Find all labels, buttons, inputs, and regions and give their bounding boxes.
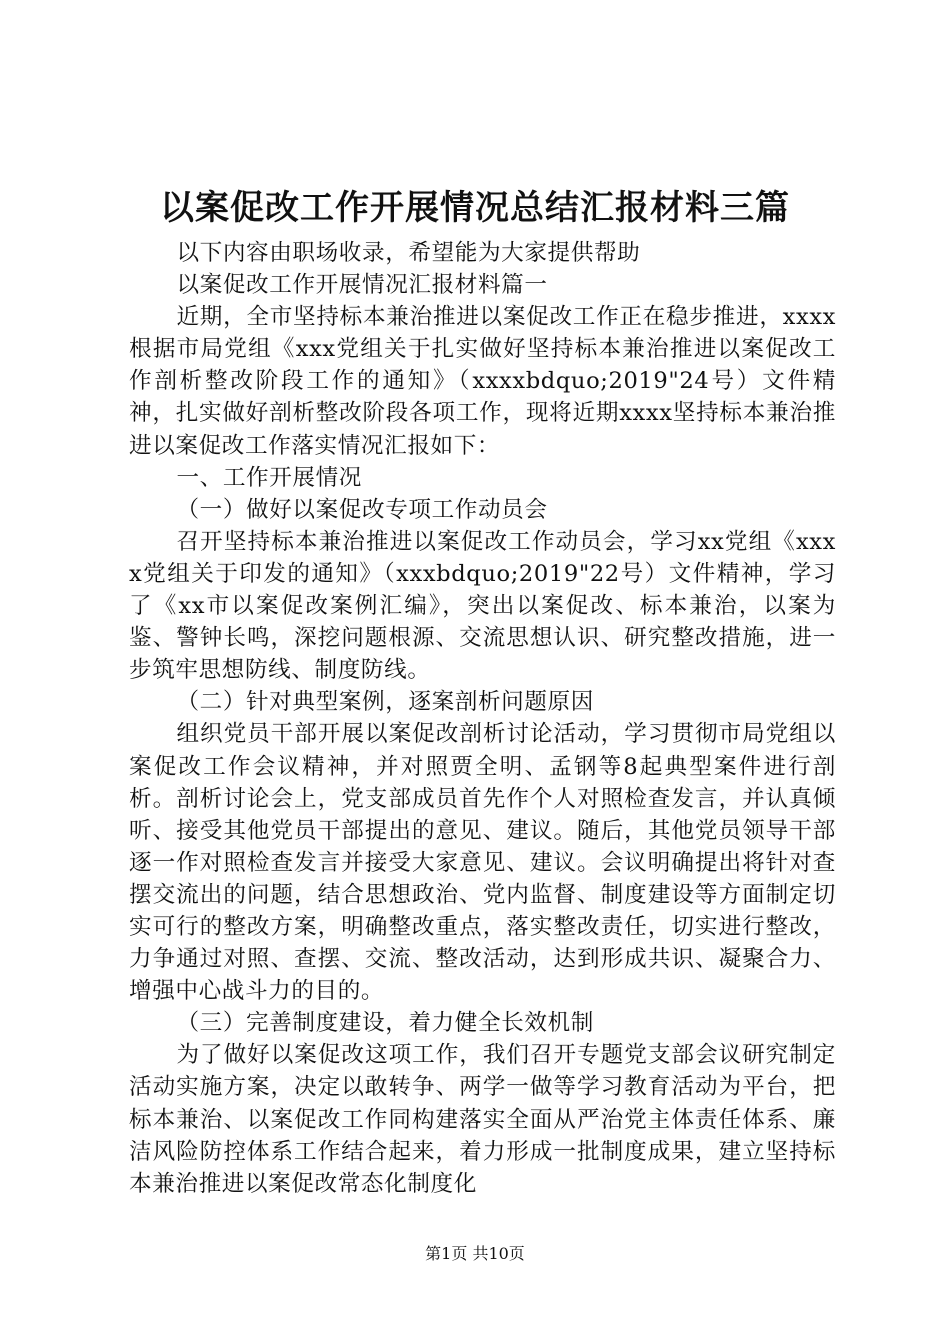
subsection-heading: （二）针对典型案例，逐案剖析问题原因 — [176, 689, 594, 716]
page-number-footer: 第1页 共10页 — [425, 1244, 525, 1263]
subsection-heading: （一）做好以案促改专项工作动员会 — [176, 496, 548, 523]
section-heading: 一、工作开展情况 — [176, 464, 363, 491]
intro-note: 以下内容由职场收录，希望能为大家提供帮助 — [176, 240, 641, 266]
section-heading-part-one: 以案促改工作开展情况汇报材料篇一 — [176, 272, 548, 299]
body-paragraph: 为了做好以案促改这项工作，我们召开专题党支部会议研究制定活动实施方案，决定以敢转争、两学一做等学习教育活动为平台，把标本兼治、以案促改工作同构建落实全面从严治党主体责任体系、廉洁风险防控体系工作结合起来，着力形成一批制度成果，建立坚持标本兼治推进以案促改常态化制度化 — [129, 1042, 836, 1197]
body-paragraph: 召开坚持标本兼治推进以案促改工作动员会，学习xx党组《xxxx党组关于印发的通知》（xxxbdquo;2019"22号）文件精神，学习了《xx市以案促改案例汇编》，突出以案促改、标本兼治，以案为鉴、警钟长鸣，深挖问题根源、交流思想认识、研究整改措施，进一步筑牢思想防线、制度防线。 — [129, 528, 836, 684]
subsection-heading: （三）完善制度建设，着力健全长效机制 — [176, 1010, 594, 1037]
document-body — [129, 237, 836, 1200]
body-paragraph: 组织党员干部开展以案促改剖析讨论活动，学习贯彻市局党组以案促改工作会议精神，并对照贾全明、孟钢等8起典型案件进行剖析。剖析讨论会上，党支部成员首先作个人对照检查发言，并认真倾听、接受其他党员干部提出的意见、建议。随后，其他党员领导干部逐一作对照检查发言并接受大家意见、建议。会议明确提出将针对查摆交流出的问题，结合思想政治、党内监督、制度建设等方面制定切实可行的整改方案，明确整改重点，落实整改责任，切实进行整改，力争通过对照、查摆、交流、整改活动，达到形成共识、凝聚合力、增强中心战斗力的目的。 — [129, 721, 836, 1005]
body-paragraph: 近期，全市坚持标本兼治推进以案促改工作正在稳步推进，xxxx根据市局党组《xxx党组关于扎实做好坚持标本兼治推进以案促改工作剖析整改阶段工作的通知》（xxxxbdquo;2019"24号）文件精神，扎实做好剖析整改阶段各项工作，现将近期xxxx坚持标本兼治推进以案促改工作落实情况汇报如下： — [129, 304, 836, 459]
document-title: 以案促改工作开展情况总结汇报材料三篇 — [160, 188, 790, 228]
